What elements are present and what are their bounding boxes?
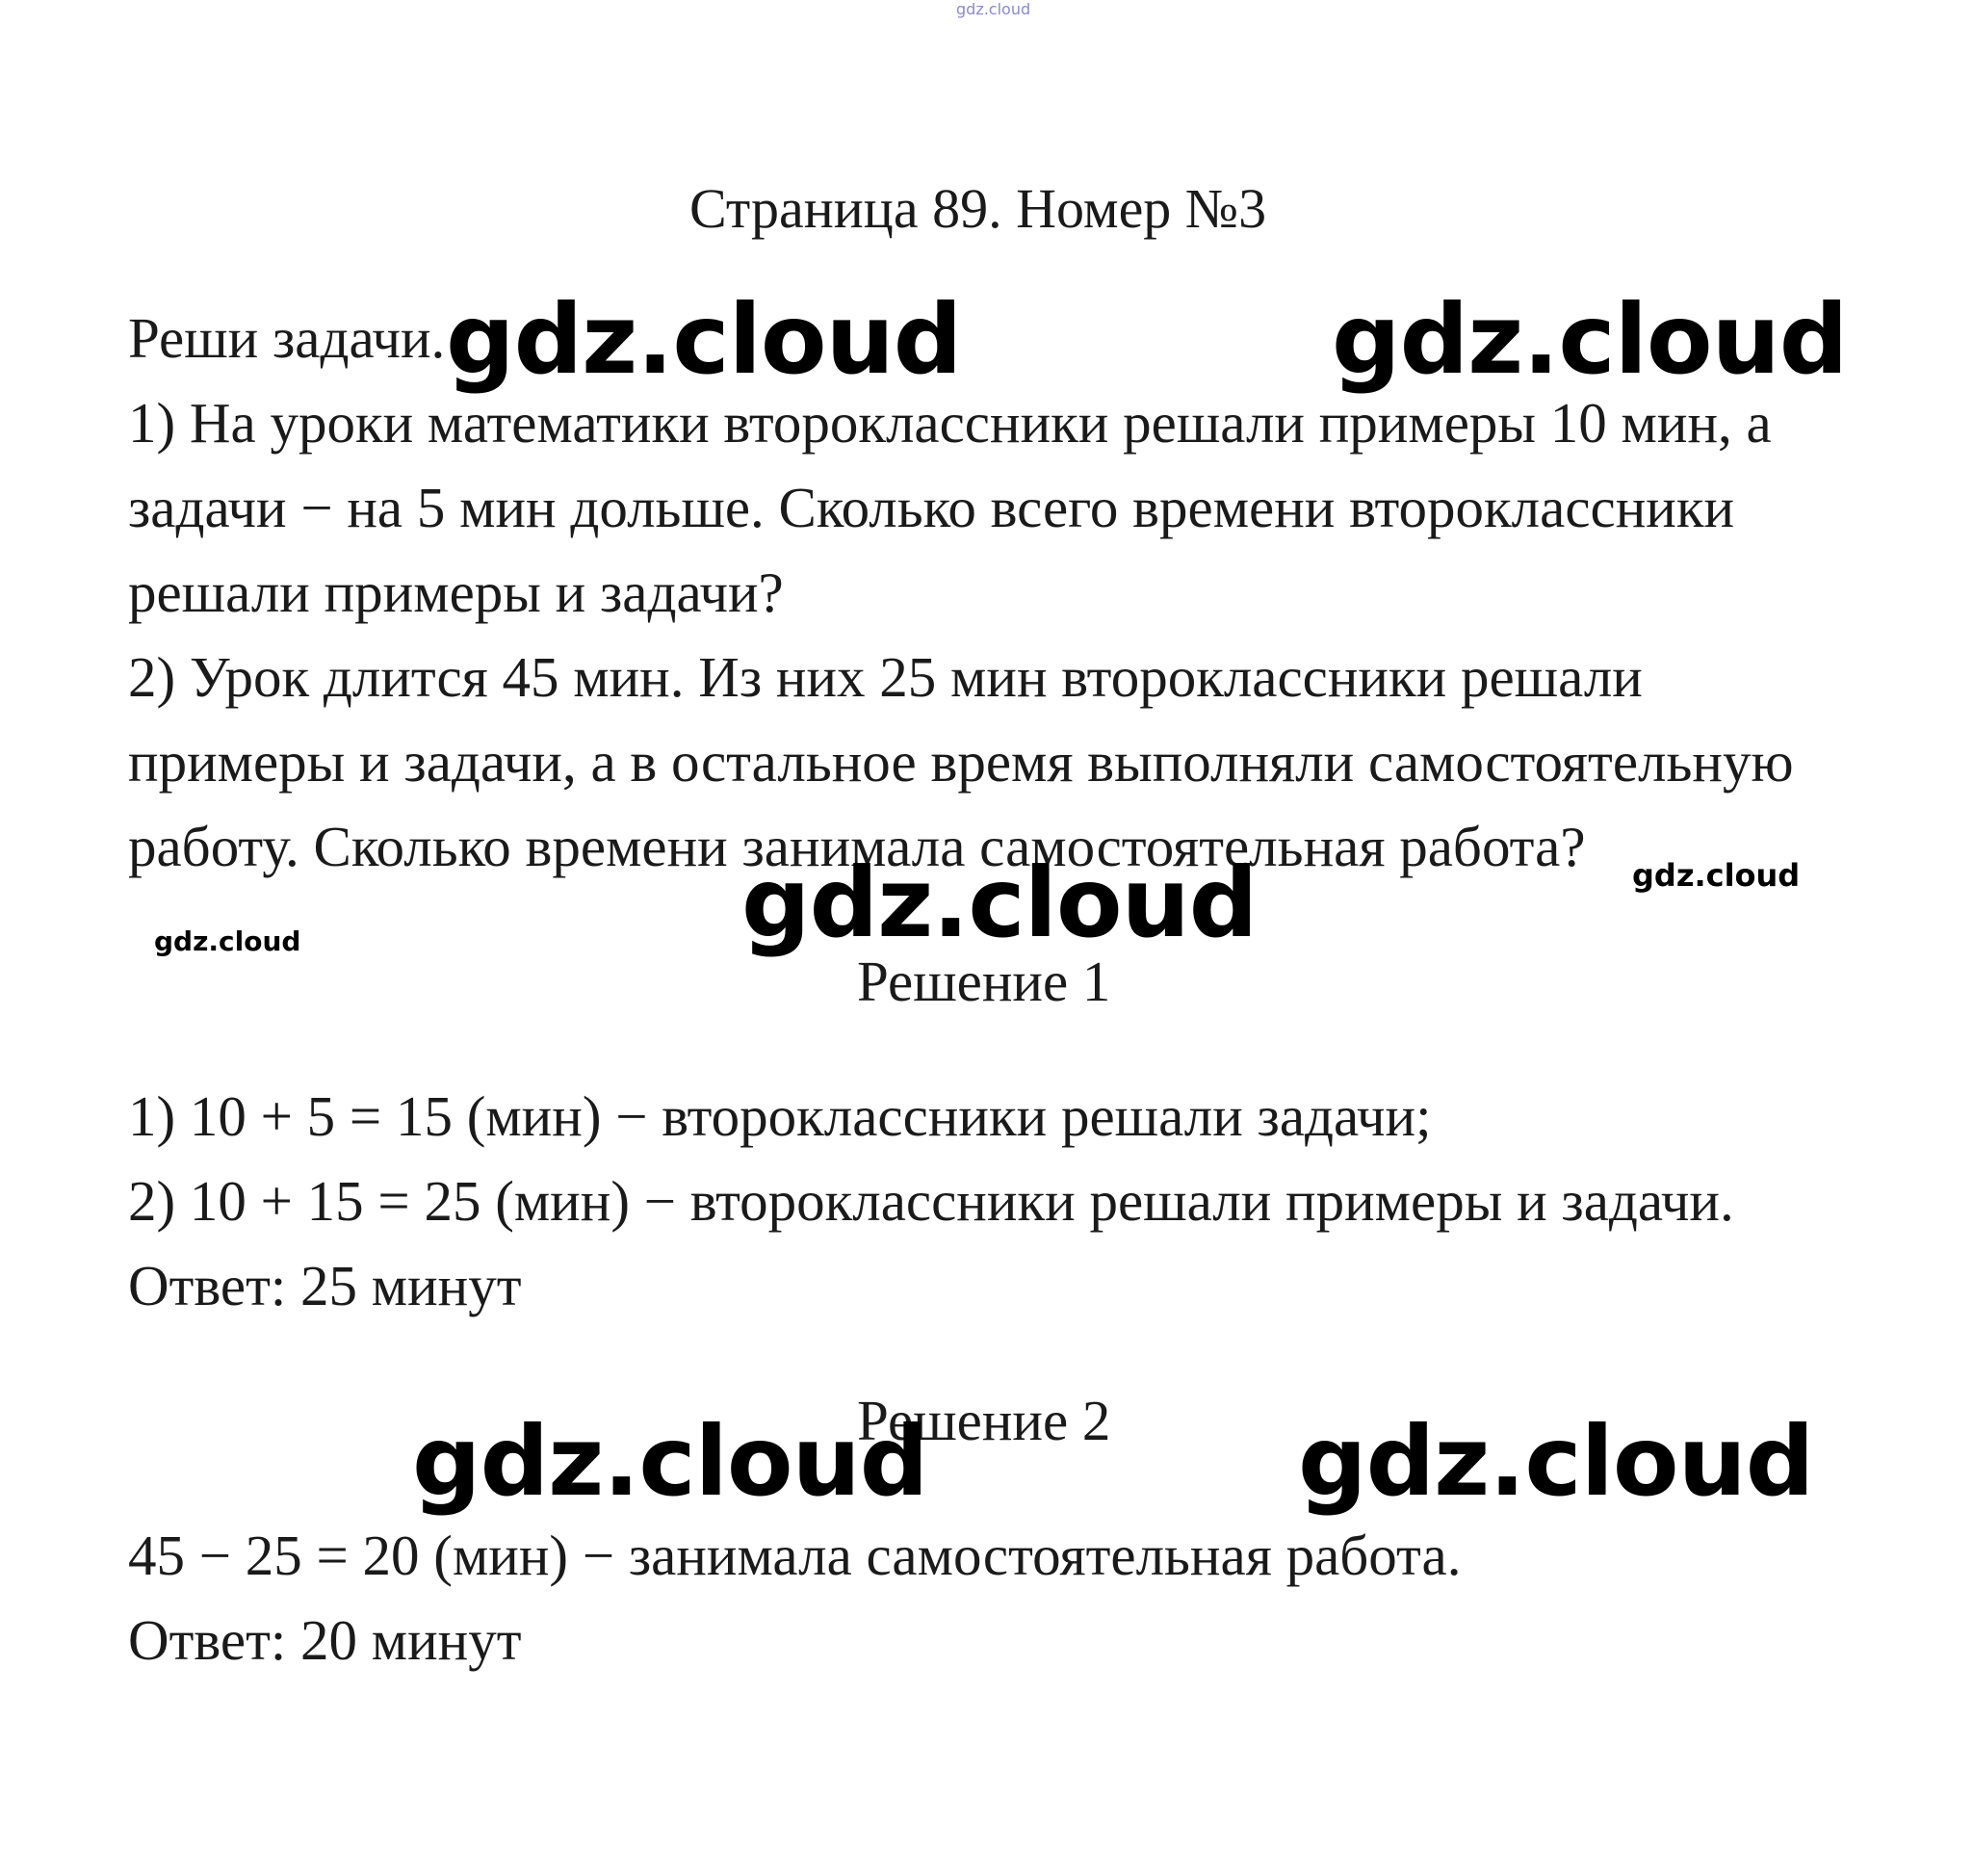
solution1-line2: 2) 10 + 15 = 25 (мин) − второклассники решали примеры и задачи.: [128, 1169, 1734, 1233]
page-title: Страница 89. Номер №3: [689, 177, 1267, 240]
problem2-line2: примеры и задачи, а в остальное время выполняли самостоятельную: [128, 730, 1794, 794]
task-intro: Реши задачи.: [128, 306, 446, 370]
solution2-answer: Ответ: 20 минут: [128, 1608, 522, 1672]
problem2-line1: 2) Урок длится 45 мин. Из них 25 мин второклассники решали: [128, 645, 1643, 709]
problem1-line1: 1) На уроки математики второклассники решали примеры 10 мин, а: [128, 391, 1772, 455]
watermark: gdz.cloud: [412, 1405, 928, 1518]
watermark-top: gdz.cloud: [956, 0, 1031, 18]
solution1-answer: Ответ: 25 минут: [128, 1254, 522, 1317]
solution2-line1: 45 − 25 = 20 (мин) − занимала самостоятельная работа.: [128, 1524, 1462, 1587]
solution1-title: Решение 1: [857, 950, 1111, 1013]
watermark: gdz.cloud: [154, 925, 301, 957]
problem1-line3: решали примеры и задачи?: [128, 560, 784, 624]
problem2-line3: работу. Сколько времени занимала самостоятельная работа?: [128, 815, 1586, 878]
watermark: gdz.cloud: [1298, 1405, 1814, 1518]
watermark: gdz.cloud: [1632, 857, 1801, 894]
watermark: gdz.cloud: [446, 283, 962, 396]
problem1-line2: задачи − на 5 мин дольше. Сколько всего времени второклассники: [128, 476, 1735, 539]
solution1-line1: 1) 10 + 5 = 15 (мин) − второклассники решали задачи;: [128, 1084, 1432, 1148]
watermark: gdz.cloud: [1332, 283, 1848, 396]
solution2-title: Решение 2: [857, 1389, 1111, 1452]
watermark: gdz.cloud: [741, 847, 1258, 959]
